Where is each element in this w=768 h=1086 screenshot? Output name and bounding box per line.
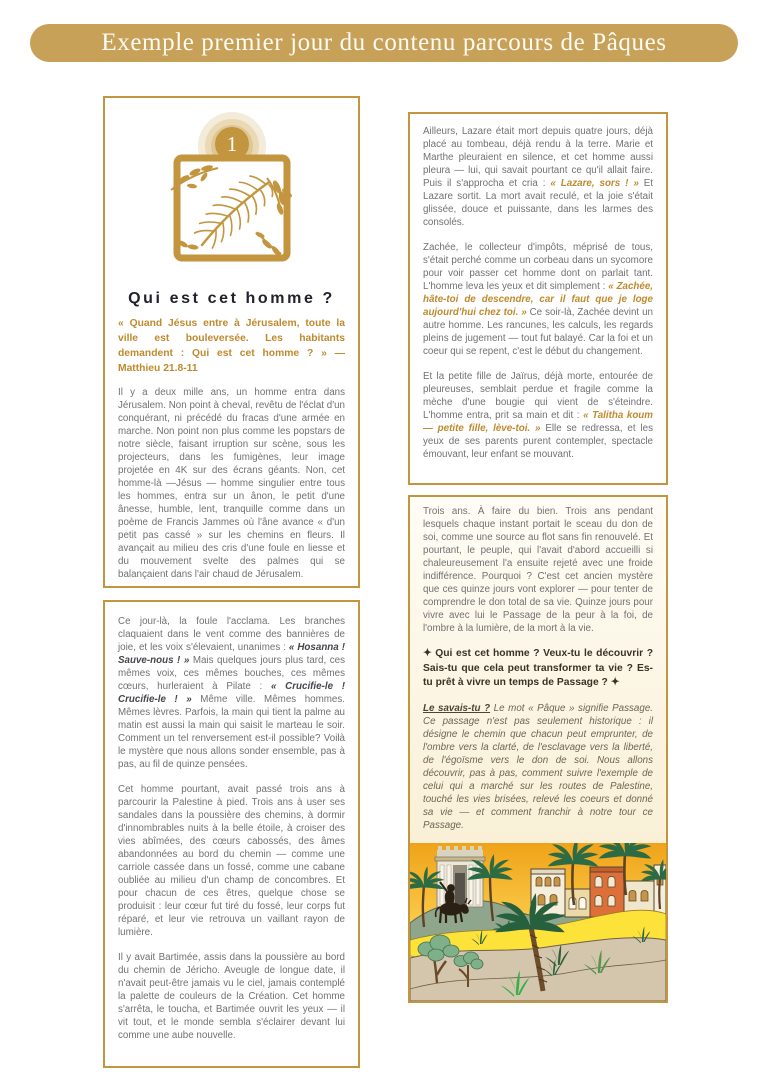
day-intro-card — [103, 96, 360, 588]
miracles-card — [408, 112, 668, 485]
mystery-paragraph: Trois ans. À faire du bien. Trois ans pendant lesquels chaque instant portait le sceau du don de soi, comme une source au flot sans fin renouvelé. Et pourtant, le peuple, qui l'avait d'abord accueilli si chaleureusement l'a ensuite rejeté avec une froide indifférence. Pourquoi ? C'est cet ancien mystère que ces quinze jours vont explorer — pour tenter de comprendre le don total de sa vie. Quinze jours pour vivre avec lui le Passage de la peur à la foi, de l'ombre à la lumière, de la mort à la vie. — [423, 506, 653, 635]
lazare-paragraph: Ailleurs, Lazare était mort depuis quatre jours, déjà placé au tombeau, déjà rendu à la terre. Marie et Marthe pleuraient en silence, et cet homme aussi pleura — lui, qui savait pourtant ce qu'il allait faire. Puis il s'approcha et cria : « Lazare, sors ! » Et Lazare sortit. La mort avait reculé, et la joie s'était glissée, douce et puissante, dans les larmes des consolés. — [423, 126, 653, 229]
zachee-paragraph: Zachée, le collecteur d'impôts, méprisé de tous, s'était perché comme un corbeau dans un sycomore pour voir passer cet homme dont on parlait tant. L'homme leva les yeux et dit simplement : « Zachée, hâte-toi de descendre, car il faut que je loge aujourd'hui chez toi. » Ce soir-là, Zachée devint un autre homme. Les rancunes, les calculs, les regards pleins de jugement — tout fut balayé. Car la foi et un coeur qui se repent, c'est le début du changement. — [423, 242, 654, 358]
day-one-emblem — [143, 106, 321, 284]
jerusalem-scene-illustration — [410, 843, 666, 1001]
lesson-title: Qui est cet homme ? — [128, 290, 335, 307]
passage-card — [408, 495, 668, 1003]
jairus-paragraph: Et la petite fille de Jaïrus, déjà morte, entourée de pleureuses, semblait perdue et fragile comme la mèche d'une bougie qui vient de s'éteindre. L'homme entra, prit sa main et dit : « Talitha koum — petite fille, lève-toi. » Elle se redressa, et les yeux de ses parents purent contempler, spectacle émouvant, leur enfant se mouvant. — [423, 371, 653, 461]
jerusalem-scene-icon — [410, 843, 666, 1001]
page-title: Exemple premier jour du contenu parcours de Pâques — [101, 29, 667, 56]
palm-frond-icon — [143, 106, 321, 284]
bartimee-paragraph: Il y avait Bartimée, assis dans la poussière au bord du chemin de Jéricho. Aveugle de longue date, il n'avait peut-être jamais vu le ciel, jamais contemplé la palette de couleurs de la Création. Cet homme s'arrêta, le toucha, et Bartimée ouvrit les yeux — il vit tout, et le monde sembla s'éclairer devant lui comme une aube nouvelle. — [118, 952, 345, 1042]
scripture-quote: « Quand Jésus entre à Jérusalem, toute la ville est bouleversée. Les habitants demandent : Qui est cet homme ? » — Matthieu 21.8-11 — [118, 318, 345, 374]
crowd-story-card — [103, 600, 360, 1068]
hosanna-paragraph: Ce jour-là, la foule l'acclama. Les branches claquaient dans le vent comme des bannières de joie, et les voix s'élevaient, unanimes : « Hosanna ! Sauve-nous ! » Mais quelques jours plus tard, ces mêmes voix, ces mêmes bouches, ces mêmes cœurs, hurleraient à Pilate : « Crucifie-le ! Crucifie-le ! » Même ville. Mêmes hommes. Mêmes lèvres. Parfois, la main qui tient la palme au matin est aussi la main qui saisit le marteau le soir. Comment un tel renversement est-il possible? Voilà le mystère que nous allons sonder ensemble, pas à pas, au fil de quinze pensées. — [118, 616, 346, 771]
intro-paragraph: Il y a deux mille ans, un homme entra dans Jérusalem. Non point à cheval, revêtu de l'éclat d'un conquérant, ni précédé du fracas d'une armée en marche. Non point non plus comme les popstars de notre siècle, faisant irruption sur scène, sous les projecteurs, dans les fumigènes, leur image projetée en 4K sur des écrans géants. Non, cet homme-là —Jésus — homme singulier entre tous les hommes, entra sur un ânon, le petit d'une ânesse, humble, lent, tranquille comme dans un poème de Francis Jammes où l'âne avance « d'un petit pas cassé » sur les chemins en fleurs. Il avançait au milieu des cris d'une foule en liesse et du mouvement svelte des palmes qui se balançaient dans l'air chaud de Jérusalem. — [118, 386, 345, 580]
day-number: 1 — [226, 132, 237, 156]
page-banner — [30, 24, 738, 62]
reflection-question: ✦ Qui est cet homme ? Veux-tu le découvrir ? Sais-tu que cela peut transformer ta vie ? Es-tu prêt à vivre un temps de Passage ? ✦ — [423, 648, 653, 689]
did-you-know-paragraph: Le savais-tu ? Le mot « Pâque » signifie Passage. Ce passage n'est pas seulement historique : il désigne le chemin que chacun peut emprunter, de l'ombre vers la clarté, de l'esclavage vers la liberté, de l'égoïsme vers le don de soi. Nous allons découvrir, pas à pas, comment suivre l'exemple de celui qui a marché sur les routes de Palestine, touché les vies brisées, relevé les coeurs et donné sa vie — et comment franchir à notre tour ce Passage. — [423, 702, 653, 832]
three-years-paragraph: Cet homme pourtant, avait passé trois ans à parcourir la Palestine à pied. Trois ans à user ses sandales dans la poussière des chemins, à dormir d'innombrables nuits à la belle étoile, à croiser des vies abîmées, des cœurs cabossés, des âmes abandonnées au bord du chemin — comme une carriole cassée dans un fossé, comme une cabane oubliée au milieu d'un champ de concombres. Et pour chacun de ces êtres, quelque chose se produisit : leur cœur fut tiré du fossé, leur corps fut réparé, et leur vie retrouva un vaillant rayon de lumière. — [118, 784, 345, 939]
